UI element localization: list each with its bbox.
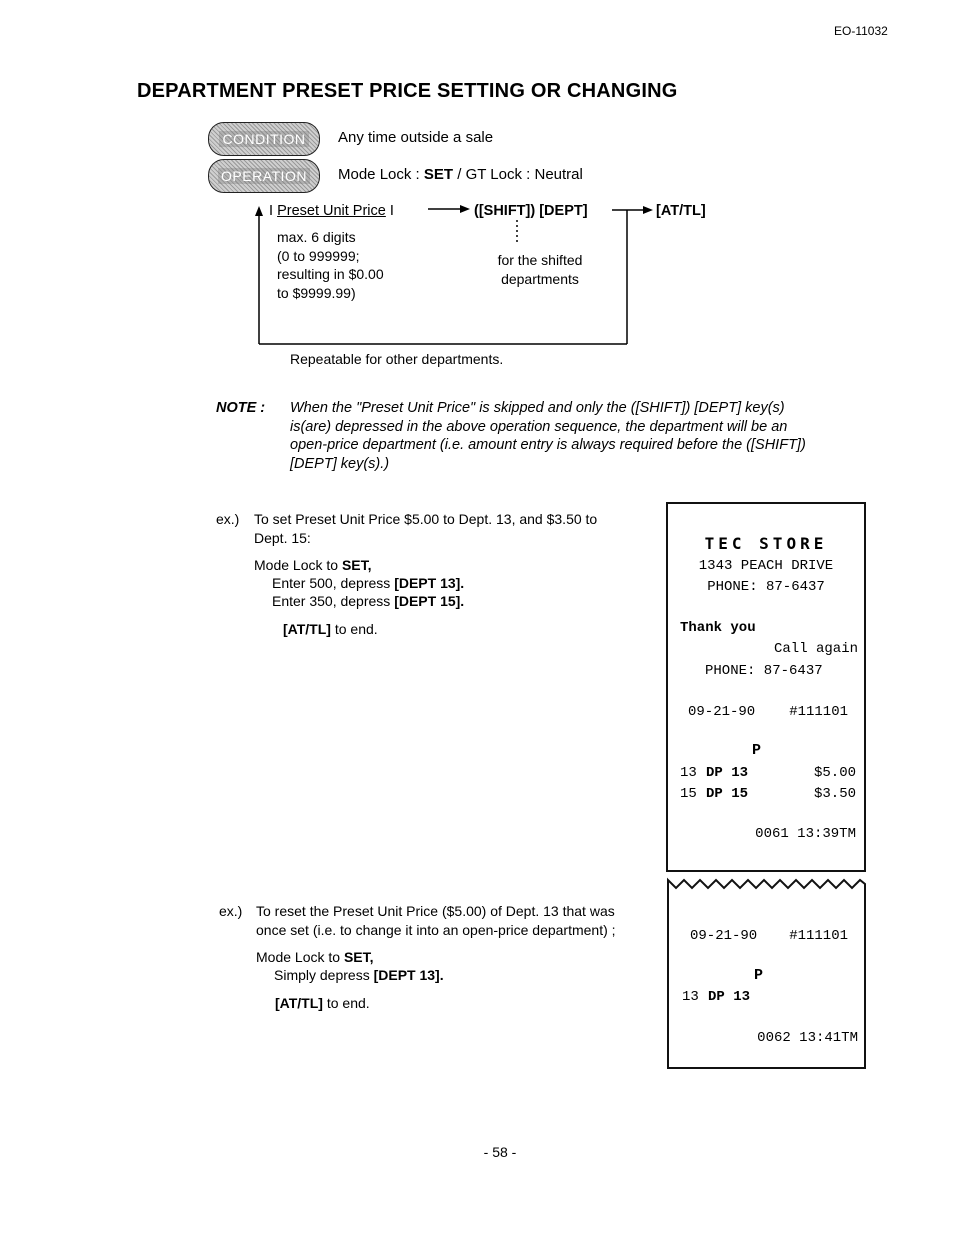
receipt-row1-dp: DP 13 <box>706 765 749 781</box>
attl-key: [AT/TL] <box>656 203 706 219</box>
example1-line: To set Preset Unit Price $5.00 to Dept. 13, and $3.50 to <box>254 511 598 527</box>
max-line: to $9999.99) <box>277 284 356 301</box>
operation-text <box>338 166 583 183</box>
receipt-row2-amount: $3.50 <box>813 786 856 802</box>
receipt-footer: 0061 13:39TM <box>755 826 856 842</box>
receipt-phone2: PHONE: 87-6437 <box>705 663 823 679</box>
enter1-prefix: Enter 500, depress <box>272 575 395 591</box>
receipt-row1-dept: 13 <box>680 765 697 781</box>
receipt-number: #111101 <box>789 704 848 720</box>
receipt-row2-dp: DP 15 <box>706 786 749 802</box>
example2-simply <box>274 966 444 985</box>
operation-prefix: Mode Lock : <box>338 166 424 183</box>
end-text: to end. <box>330 621 378 637</box>
shifted-line: for the shifted <box>497 252 583 268</box>
operation-suffix: / GT Lock : Neutral <box>453 166 583 183</box>
document-id: EO-11032 <box>834 24 888 38</box>
shifted-info <box>472 251 608 288</box>
example2-line: To reset the Preset Unit Price ($5.00) of Dept. 13 that was <box>256 903 615 919</box>
simply-prefix: Simply depress <box>274 967 374 983</box>
receipt-p: P <box>752 742 762 759</box>
loop-arrowhead-icon <box>255 206 263 216</box>
condition-badge-label: CONDITION <box>219 131 308 147</box>
example2-line: once set (i.e. to change it into an open-price department) ; <box>256 921 616 938</box>
example1-description <box>254 510 654 547</box>
note-label: NOTE : <box>216 400 266 416</box>
condition-badge <box>208 122 320 156</box>
receipt-store-name: TEC STORE <box>704 534 828 553</box>
end-key: [AT/TL] <box>283 621 331 637</box>
receipt-row-dept: 13 <box>682 989 699 1005</box>
preset-left: I <box>269 203 278 219</box>
operation-badge <box>208 159 320 193</box>
example2-end <box>275 994 370 1013</box>
receipt-call: Call again <box>773 641 858 657</box>
example1-enter2 <box>272 592 464 611</box>
example1-end <box>283 620 378 639</box>
mode-prefix: Mode Lock to <box>254 557 342 573</box>
max-digits-info <box>277 228 384 302</box>
receipt-footer: 0062 13:41TM <box>757 1030 858 1046</box>
receipt-date: 09-21-90 <box>688 704 756 720</box>
receipt-2 <box>666 872 868 1070</box>
example2-mode <box>256 948 374 967</box>
operation-badge-label: OPERATION <box>218 168 310 184</box>
example1-enter1 <box>272 574 464 593</box>
page-title: DEPARTMENT PRESET PRICE SETTING OR CHANGING <box>137 80 678 102</box>
preset-label: Preset Unit Price <box>277 203 386 219</box>
example1-line: Dept. 15: <box>254 529 311 546</box>
receipt-p: P <box>754 967 764 984</box>
shifted-line: departments <box>501 270 579 287</box>
receipt-1 <box>666 502 866 872</box>
note-line: When the "Preset Unit Price" is skipped and only the ([SHIFT]) [DEPT] key(s) <box>290 400 785 416</box>
arrow-right-icon <box>643 206 653 214</box>
example2-prefix: ex.) <box>219 903 243 919</box>
operation-set: SET <box>423 166 454 183</box>
shift-dept-keys: ([SHIFT]) [DEPT] <box>474 203 588 219</box>
end-key: [AT/TL] <box>275 995 323 1011</box>
mode-prefix: Mode Lock to <box>256 949 344 965</box>
preset-right: I <box>385 203 394 219</box>
note-line: [DEPT] key(s).) <box>290 455 390 472</box>
enter2-prefix: Enter 350, depress <box>272 593 395 609</box>
note-line: open-price department (i.e. amount entry is always required before the ([SHIFT]) <box>290 437 806 453</box>
mode-set: SET, <box>343 949 374 965</box>
receipt-date: 09-21-90 <box>690 928 758 944</box>
enter1-key: [DEPT 13]. <box>394 575 465 591</box>
receipt-number: #111101 <box>789 928 848 944</box>
enter2-key: [DEPT 15]. <box>394 593 465 609</box>
example1-mode <box>254 556 372 575</box>
receipt-thank: Thank you <box>680 620 756 636</box>
receipt-phone: PHONE: 87-6437 <box>707 579 825 595</box>
receipt-row-dp: DP 13 <box>708 989 751 1005</box>
example1-prefix: ex.) <box>216 511 240 527</box>
receipt-address: 1343 PEACH DRIVE <box>698 558 834 574</box>
receipt-row1-amount: $5.00 <box>813 765 856 781</box>
preset-unit-price <box>269 203 394 219</box>
max-line: max. 6 digits <box>277 229 356 245</box>
mode-set: SET, <box>341 557 372 573</box>
max-line: (0 to 999999; <box>277 247 360 264</box>
arrow-right-icon <box>460 205 470 213</box>
note-line: is(are) depressed in the above operation sequence, the department will be an <box>290 418 788 435</box>
page-number: - 58 - <box>483 1144 517 1160</box>
end-text: to end. <box>322 995 370 1011</box>
receipt-row2-dept: 15 <box>680 786 697 802</box>
condition-text: Any time outside a sale <box>338 129 494 146</box>
simply-key: [DEPT 13]. <box>373 967 444 983</box>
max-line: resulting in $0.00 <box>277 266 384 282</box>
example2-description <box>256 902 666 939</box>
repeat-note: Repeatable for other departments. <box>290 351 504 367</box>
note-text <box>290 399 870 473</box>
